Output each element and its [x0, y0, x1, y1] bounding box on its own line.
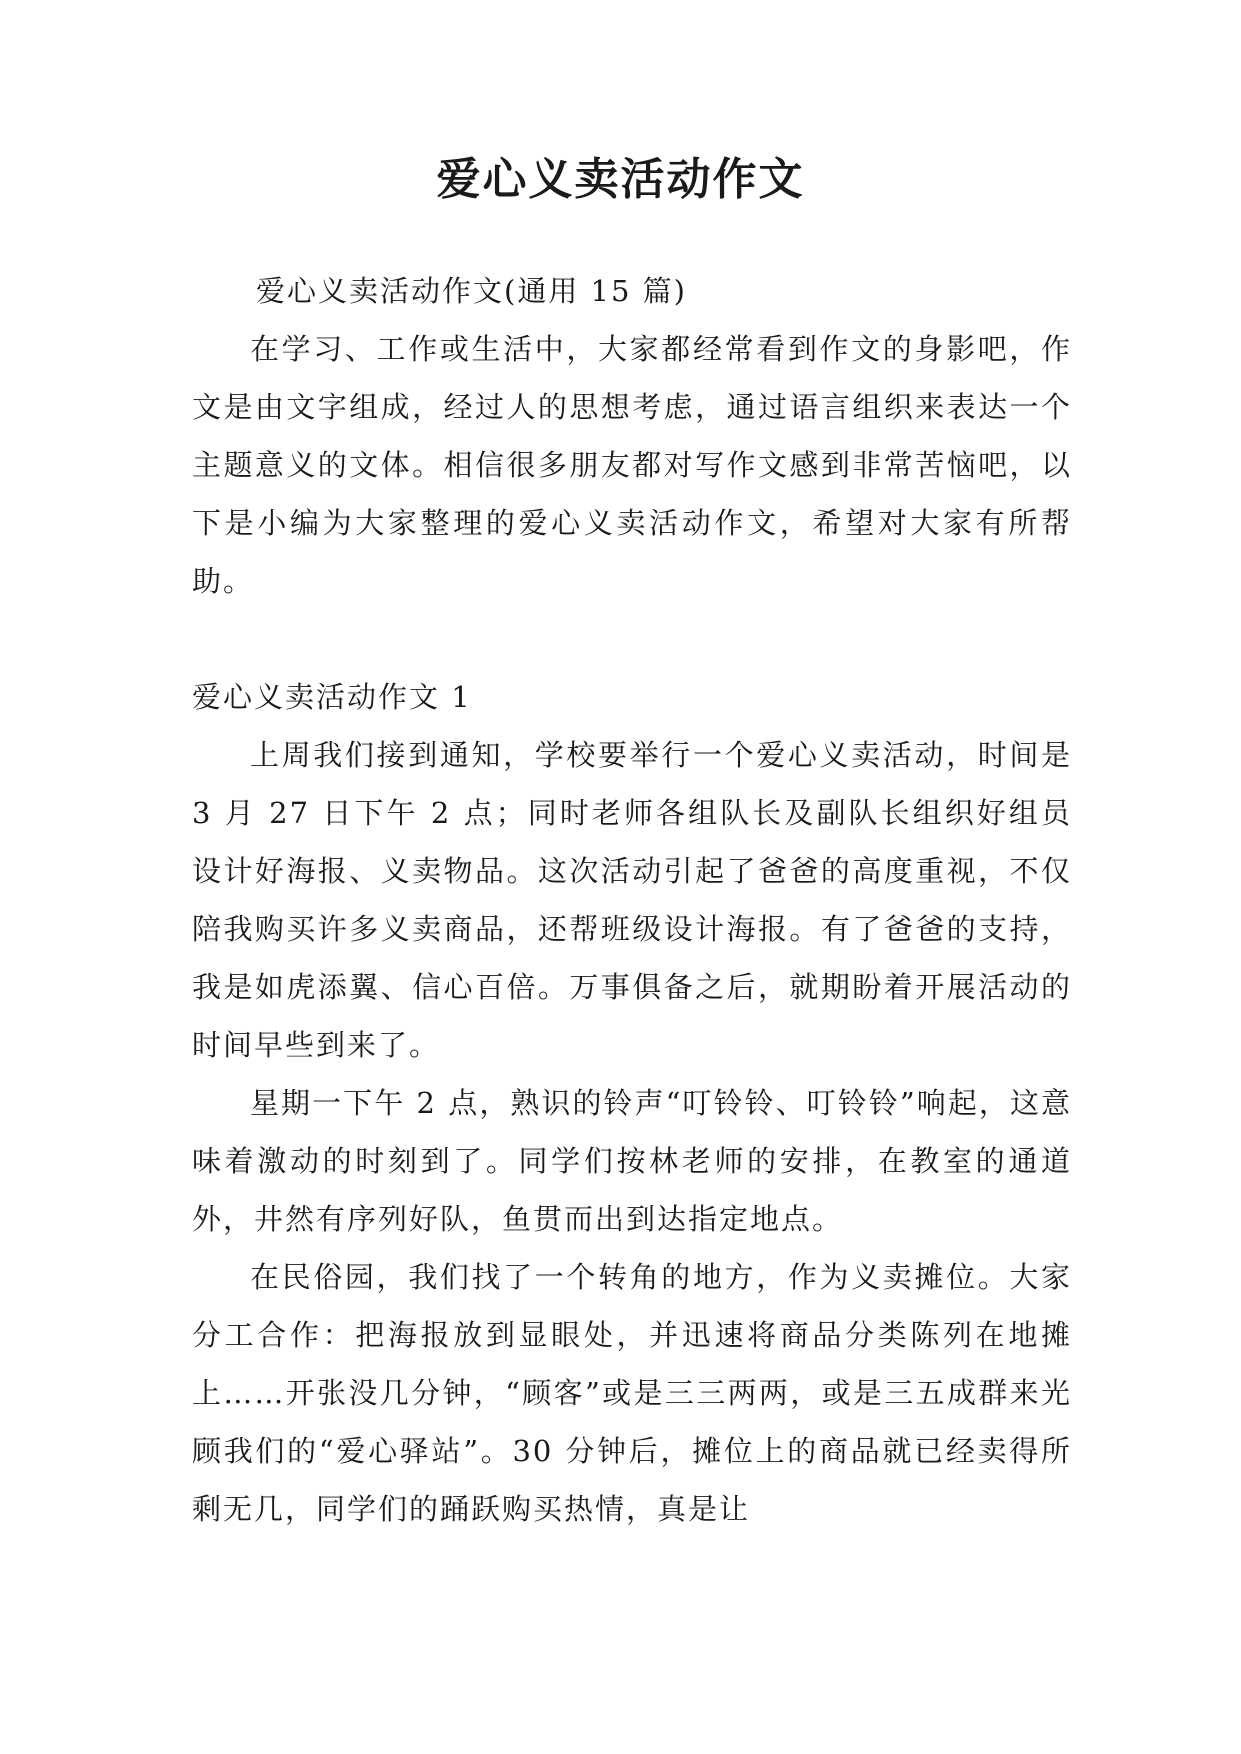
- section-heading: 爱心义卖活动作文 1: [192, 680, 472, 714]
- document-title: 爱心义卖活动作文: [436, 154, 805, 205]
- document-subtitle: 爱心义卖活动作文(通用 15 篇): [256, 274, 687, 308]
- intro-paragraph: 在学习、工作或生活中，大家都经常看到作文的身影吧，作文是由文字组成，经过人的思想考虑，通过语言组织来表达一个主题意义的文体。相信很多朋友都对写作文感到非常苦恼吧，以下是小编为大家整理的爱心义卖活动作文，希望对大家有所帮助。: [192, 332, 1072, 598]
- section-paragraph: 在民俗园，我们找了一个转角的地方，作为义卖摊位。大家分工合作：把海报放到显眼处，并迅速将商品分类陈列在地摊上……开张没几分钟，“顾客”或是三三两两，或是三五成群来光顾我们的“爱心驿站”。30 分钟后，摊位上的商品就已经卖得所剩无几，同学们的踊跃购买热情，真是让: [192, 1260, 1072, 1526]
- document-body: [192, 262, 1072, 1538]
- section-paragraph: 星期一下午 2 点，熟识的铃声“叮铃铃、叮铃铃”响起，这意味着激动的时刻到了。同学们按林老师的安排，在教室的通道外，井然有序列好队，鱼贯而出到达指定地点。: [192, 1086, 1072, 1236]
- section-paragraph: 上周我们接到通知，学校要举行一个爱心义卖活动，时间是 3 月 27 日下午 2 点；同时老师各组队长及副队长组织好组员设计好海报、义卖物品。这次活动引起了爸爸的高度重视，不仅陪我购买许多义卖商品，还帮班级设计海报。有了爸爸的支持，我是如虎添翼、信心百倍。万事俱备之后，就期盼着开展活动的时间早些到来了。: [192, 738, 1072, 1062]
